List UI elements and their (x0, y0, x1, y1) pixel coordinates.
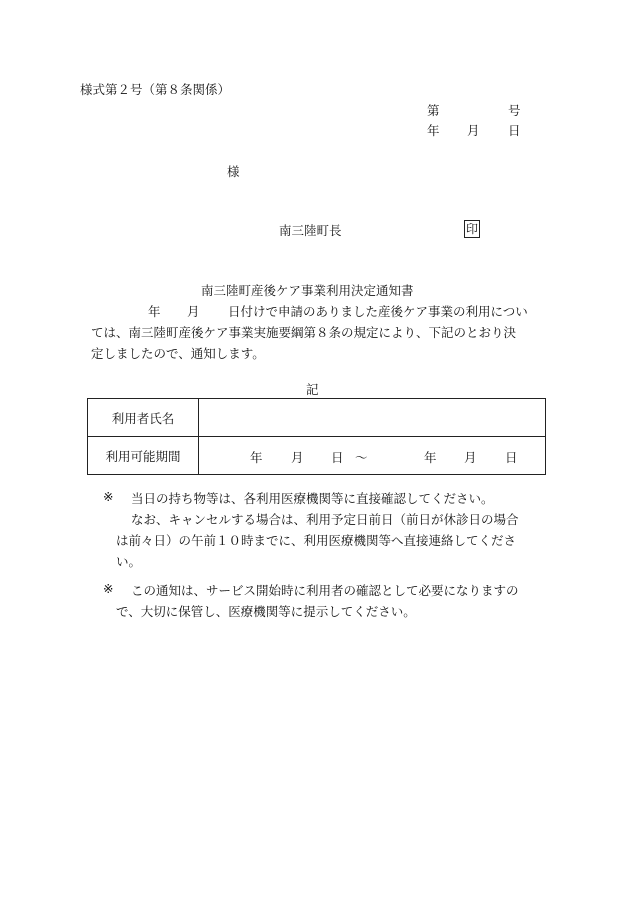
name-value (199, 399, 546, 437)
period-end-year: 年 (424, 450, 437, 465)
name-label: 利用者氏名 (88, 399, 199, 437)
document-title: 南三陸町産後ケア事業利用決定通知書 (201, 283, 414, 298)
form-number: 様式第２号（第８条関係） (80, 82, 231, 97)
note-1-line-4: い。 (116, 554, 142, 569)
note-1-line-2: なお、キャンセルする場合は、利用予定日前日（前日が休診日の場合 (131, 512, 519, 527)
table-row (88, 437, 546, 475)
issuer-name: 南三陸町長 (279, 223, 342, 238)
period-label: 利用可能期間 (88, 437, 199, 475)
intro-line-1: 日付けで申請のありました産後ケア事業の利用につい (228, 304, 528, 319)
period-end-day: 日 (505, 450, 518, 465)
intro-line-2: ては、南三陸町産後ケア事業実施要綱第８条の規定により、下記のとおり決 (91, 325, 517, 340)
note-1-line-1: 当日の持ち物等は、各利用医療機関等に直接確認してください。 (131, 491, 494, 506)
period-start-day: 日 (331, 450, 344, 465)
addressee-honorific: 様 (227, 164, 240, 179)
doc-number-prefix: 第 (427, 103, 440, 118)
date-month-label: 月 (467, 123, 480, 138)
period-separator: ～ (355, 450, 368, 465)
note-2-line-1: この通知は、サービス開始時に利用者の確認として必要になりますの (131, 583, 519, 598)
note-1-mark: ※ (103, 489, 114, 504)
intro-year-label: 年 (148, 304, 161, 319)
date-year-label: 年 (427, 123, 440, 138)
note-2-line-2: で、大切に保管し、医療機関等に提示してください。 (116, 604, 416, 619)
note-1-line-3: は前々日）の午前１０時までに、利用医療機関等へ直接連絡してくださ (116, 533, 517, 548)
period-value (199, 437, 546, 475)
ki-heading: 記 (306, 382, 319, 397)
period-start-month: 月 (291, 450, 304, 465)
doc-number-suffix: 号 (508, 103, 521, 118)
intro-month-label: 月 (187, 304, 200, 319)
intro-line-3: 定しましたので、通知します。 (91, 346, 265, 361)
table-row (88, 399, 546, 437)
details-table (87, 398, 546, 475)
period-end-month: 月 (464, 450, 477, 465)
period-start-year: 年 (250, 450, 263, 465)
note-2-mark: ※ (103, 581, 114, 596)
seal-mark: 印 (465, 222, 478, 236)
date-day-label: 日 (508, 123, 521, 138)
